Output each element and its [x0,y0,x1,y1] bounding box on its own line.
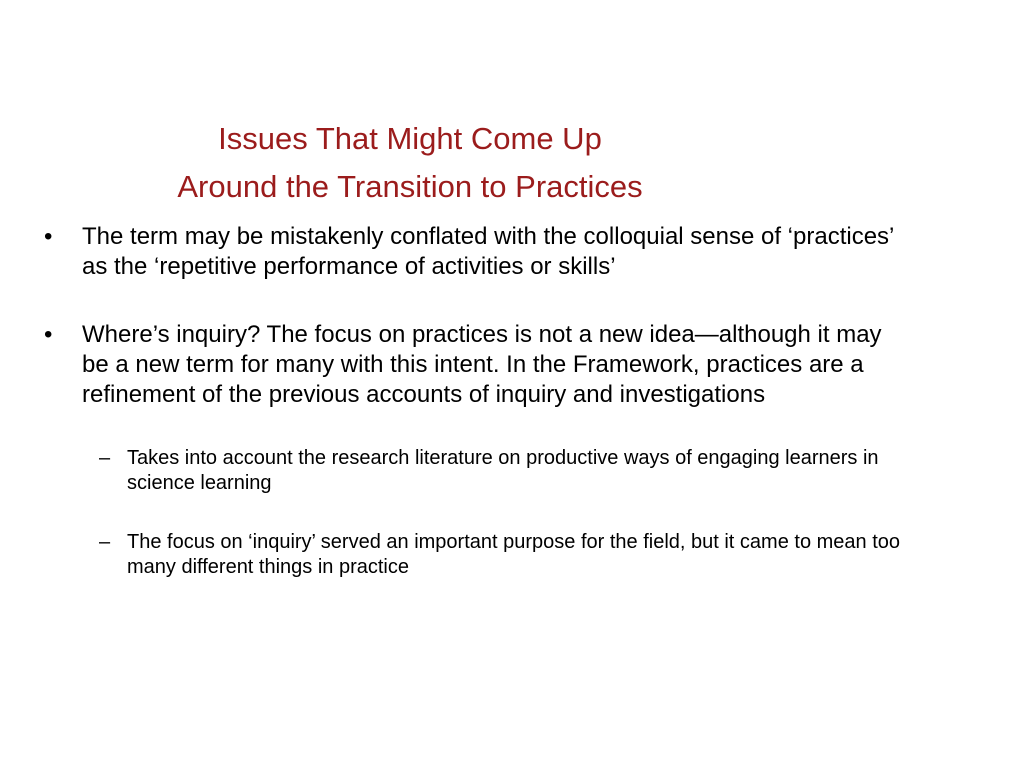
bullet-text: The term may be mistakenly conflated with the colloquial sense of ‘practices’ as the ‘repetitive performance of activities or skills’ [82,223,894,280]
slide-title [60,115,760,211]
bullet-item [40,222,900,282]
bullet-text: Where’s inquiry? The focus on practices is not a new idea—although it may be a new term for many with this intent. In the Framework, practices are a refinement of the previous accounts of inquiry and investigations [82,321,882,408]
sub-bullet-marker: – [99,447,111,469]
title-line-1: Issues That Might Come Up [218,121,602,156]
sub-bullet-marker: – [99,531,111,553]
bullet-marker: • [44,321,53,348]
bullet-marker: • [44,223,53,250]
sub-bullet-text: The focus on ‘inquiry’ served an important purpose for the field, but it came to mean too many different things in practice [127,531,901,578]
sub-bullet-item [40,446,900,496]
title-line-2: Around the Transition to Practices [177,169,643,204]
bullet-item [40,320,900,410]
sub-bullet-item [40,530,900,580]
bullet-list [40,222,900,580]
sub-bullet-text: Takes into account the research literature on productive ways of engaging learners in science learning [127,447,879,494]
